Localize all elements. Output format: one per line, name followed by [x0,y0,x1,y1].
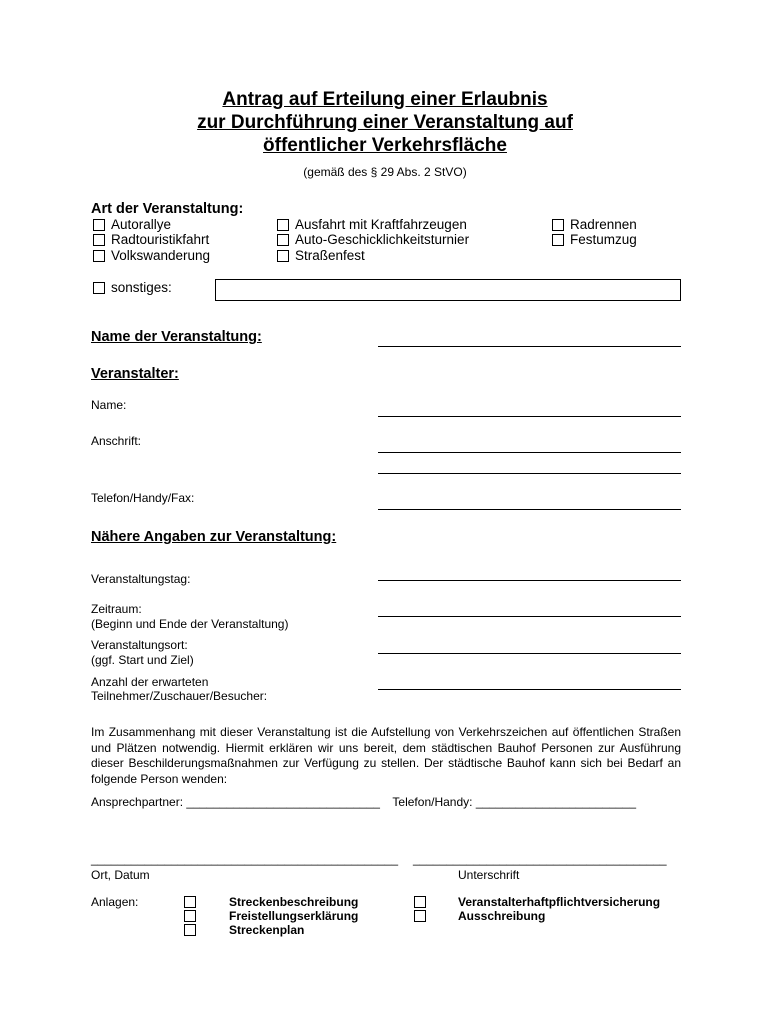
option-auto-geschicklichkeit-label: Auto-Geschicklichkeitsturnier [295,232,470,247]
checkbox-radtouristikfahrt[interactable] [93,234,105,246]
anschrift-label: Anschrift: [91,434,142,448]
name-heading: Name der Veranstaltung: [91,329,262,345]
ansprechpartner-input[interactable]: _____________________________ [186,795,380,809]
option-radrennen-label: Radrennen [570,217,637,232]
checkbox-freistellungserklaerung[interactable] [184,910,196,922]
anzahl-line[interactable] [378,689,681,690]
checkbox-strassenfest[interactable] [277,250,289,262]
zeitraum-sublabel: (Beginn und Ende der Veranstaltung) [91,617,289,631]
ort-label: Veranstaltungsort: [91,638,188,652]
bauhof-paragraph: Im Zusammenhang mit dieser Veranstaltung ist die Aufstellung von Verkehrszeichen auf öffentlichen Straßen und Plätzen notwendig. Hiermit erklären wir uns bereit, dem städtischen Bauhof Personen zur Ausführung dieser Beschilderungsmaßnahmen zur Verfügung zu stellen. Der städtische Bauhof kann sich bei Bedarf an folgende Person wenden: [91,725,681,786]
option-volkswanderung-label: Volkswanderung [111,248,211,263]
contact-row [91,795,636,810]
veranstalter-heading: Veranstalter: [91,366,179,382]
title-line-3: öffentlicher Verkehrsfläche [263,135,507,156]
telefon-handy-label: Telefon/Handy: [392,795,473,809]
title-line-1: Antrag auf Erteilung einer Erlaubnis [222,89,548,110]
details-heading: Nähere Angaben zur Veranstaltung: [91,529,337,545]
veranstaltungstag-label: Veranstaltungstag: [91,572,191,586]
anlagen-label: Anlagen: [91,895,139,909]
anlage-streckenbeschreibung-label: Streckenbeschreibung [229,895,359,909]
art-heading: Art der Veranstaltung: [91,201,244,217]
name-input-line[interactable] [378,346,681,347]
checkbox-auto-geschicklichkeit[interactable] [277,234,289,246]
telefon-label: Telefon/Handy/Fax: [91,491,195,505]
option-radtouristikfahrt-label: Radtouristikfahrt [111,232,210,247]
zeitraum-line[interactable] [378,616,681,617]
veranstalter-name-label: Name: [91,398,127,412]
option-autorallye-label: Autorallye [111,217,172,232]
anschrift-line-2[interactable] [378,473,681,474]
checkbox-ausschreibung[interactable] [414,910,426,922]
checkbox-festumzug[interactable] [552,234,564,246]
ort-sublabel: (ggf. Start und Ziel) [91,653,194,667]
ort-datum-input[interactable]: ______________________________________________ [91,852,398,866]
unterschrift-input[interactable]: ______________________________________ [413,852,667,866]
checkbox-haftpflichtversicherung[interactable] [414,896,426,908]
checkbox-streckenplan[interactable] [184,924,196,936]
telefon-line[interactable] [378,509,681,510]
option-ausfahrt-kfz-label: Ausfahrt mit Kraftfahrzeugen [295,217,467,232]
anlage-streckenplan-label: Streckenplan [229,923,305,937]
checkbox-sonstiges[interactable] [93,282,105,294]
option-sonstiges-label: sonstiges: [111,280,172,295]
veranstaltungstag-line[interactable] [378,580,681,581]
checkbox-streckenbeschreibung[interactable] [184,896,196,908]
checkbox-autorallye[interactable] [93,219,105,231]
anschrift-line-1[interactable] [378,452,681,453]
title-line-2: zur Durchführung einer Veranstaltung auf [197,112,573,133]
option-festumzug-label: Festumzug [570,232,637,247]
checkbox-radrennen[interactable] [552,219,564,231]
option-strassenfest-label: Straßenfest [295,248,365,263]
veranstalter-name-line[interactable] [378,416,681,417]
ansprechpartner-label: Ansprechpartner: [91,795,184,809]
anlage-ausschreibung-label: Ausschreibung [458,909,546,923]
ort-line[interactable] [378,653,681,654]
sonstiges-input[interactable] [215,279,681,301]
unterschrift-label: Unterschrift [458,868,520,882]
telefon-handy-input[interactable]: ________________________ [475,795,636,809]
anlage-freistellungserklaerung-label: Freistellungserklärung [229,909,359,923]
checkbox-volkswanderung[interactable] [93,250,105,262]
anzahl-sublabel: Teilnehmer/Zuschauer/Besucher: [91,689,268,703]
checkbox-ausfahrt-kfz[interactable] [277,219,289,231]
subtitle: (gemäß des § 29 Abs. 2 StVO) [303,165,467,179]
anzahl-label: Anzahl der erwarteten [91,675,209,689]
anlage-haftpflichtversicherung-label: Veranstalterhaftpflichtversicherung [458,895,661,909]
zeitraum-label: Zeitraum: [91,602,142,616]
ort-datum-label: Ort, Datum [91,868,150,882]
